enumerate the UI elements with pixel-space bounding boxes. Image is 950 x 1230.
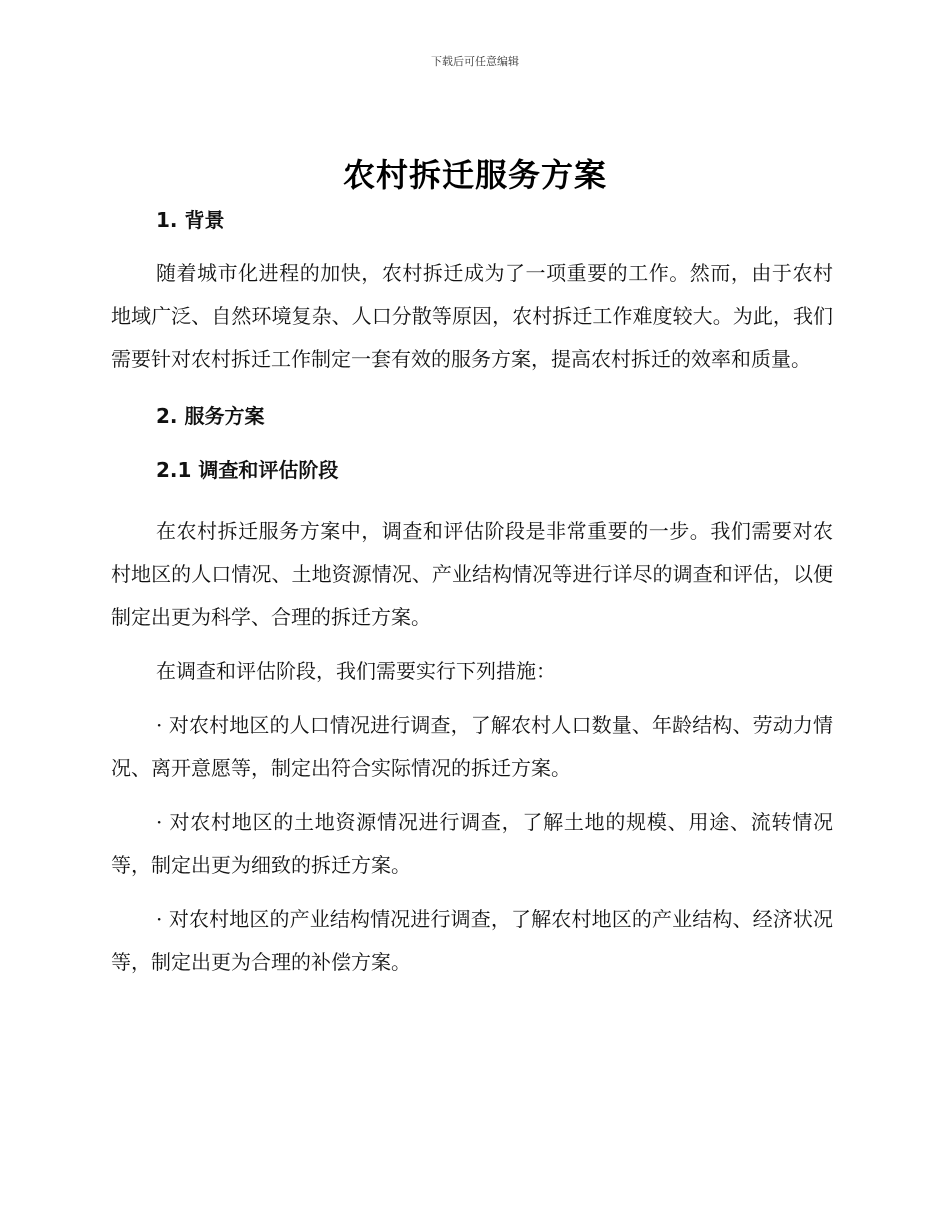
header-note: 下载后可任意编辑: [431, 55, 519, 68]
bullet-item: · 对农村地区的人口情况进行调查，了解农村人口数量、年龄结构、劳动力情况、离开意愿等，制定出符合实际情况的拆迁方案。: [111, 713, 833, 780]
paragraph-measures-intro: 在调查和评估阶段，我们需要实行下列措施：: [156, 659, 556, 683]
bullet-item: · 对农村地区的土地资源情况进行调查，了解土地的规模、用途、流转情况等，制定出更为细致的拆迁方案。: [111, 810, 833, 877]
bullet-item: · 对农村地区的产业结构情况进行调查，了解农村地区的产业结构、经济状况等，制定出更为合理的补偿方案。: [111, 907, 833, 974]
document-body: [111, 206, 833, 984]
paragraph-survey-intro: 在农村拆迁服务方案中，调查和评估阶段是非常重要的一步。我们需要对农村地区的人口情况、土地资源情况、产业结构情况等进行详尽的调查和评估，以便制定出更为科学、合理的拆迁方案。: [111, 519, 833, 629]
section-heading-background: 1. 背景: [156, 208, 225, 232]
document-title: 农村拆迁服务方案: [342, 156, 607, 194]
subsection-heading-survey: 2.1 调查和评估阶段: [156, 458, 339, 482]
section-heading-service-plan: 2. 服务方案: [156, 404, 265, 428]
paragraph-background: 随着城市化进程的加快，农村拆迁成为了一项重要的工作。然而，由于农村地域广泛、自然环境复杂、人口分散等原因，农村拆迁工作难度较大。为此，我们需要针对农村拆迁工作制定一套有效的服务方案，提高农村拆迁的效率和质量。: [111, 261, 833, 371]
